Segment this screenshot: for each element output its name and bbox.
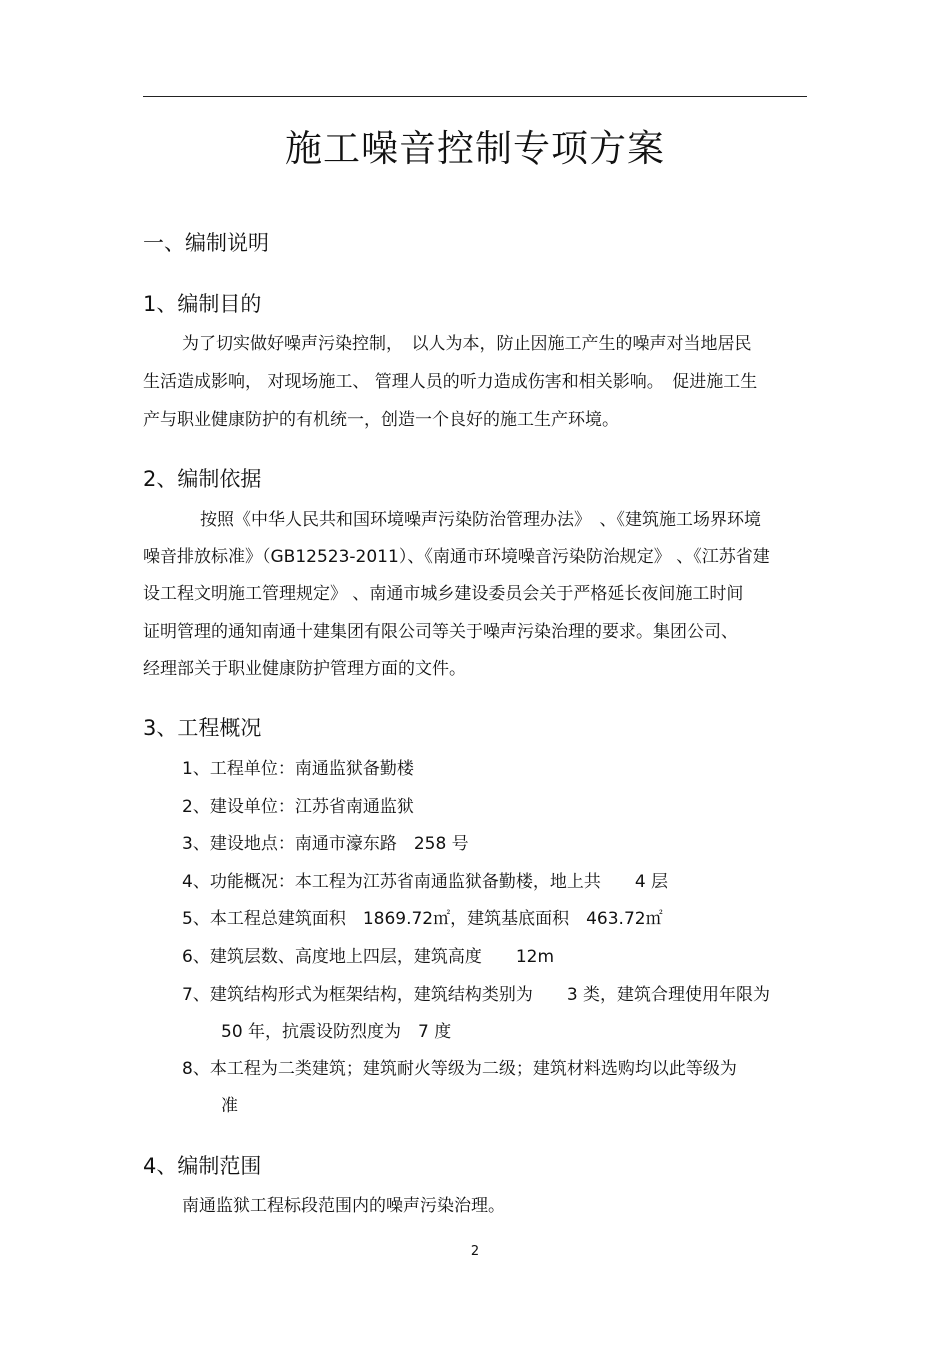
subsection-heading-basis: 2、编制依据 (143, 467, 262, 491)
subsection-heading-purpose: 1、编制目的 (143, 292, 262, 316)
list-item: 3、建设地点：南通市濠东路 258 号 (182, 834, 469, 854)
document-title: 施工噪音控制专项方案 (285, 127, 665, 170)
list-item: 2、建设单位：江苏省南通监狱 (182, 797, 414, 817)
paragraph-line: 设工程文明施工管理规定》 、南通市城乡建设委员会关于严格延长夜间施工时间 (143, 584, 744, 604)
list-item: 6、建筑层数、高度地上四层，建筑高度 12m (182, 947, 555, 967)
paragraph-line: 经理部关于职业健康防护管理方面的文件。 (143, 659, 466, 679)
list-item: 7、建筑结构形式为框架结构，建筑结构类别为 3 类，建筑合理使用年限为 (182, 985, 771, 1005)
header-rule (143, 96, 807, 97)
list-item: 8、本工程为二类建筑；建筑耐火等级为二级；建筑材料选购均以此等级为 (182, 1059, 737, 1079)
list-item-continuation: 准 (221, 1096, 238, 1116)
paragraph-line: 为了切实做好噪声污染控制， 以人为本，防止因施工产生的噪声对当地居民 (182, 334, 752, 354)
subsection-heading-scope: 4、编制范围 (143, 1154, 262, 1178)
list-item: 4、功能概况：本工程为江苏省南通监狱备勤楼，地上共 4 层 (182, 872, 669, 892)
paragraph-line: 噪音排放标准》（GB12523-2011）、《南通市环境噪音污染防治规定》 、《江苏省建 (143, 547, 770, 567)
list-item: 5、本工程总建筑面积 1869.72㎡，建筑基底面积 463.72㎡ (182, 909, 663, 929)
paragraph-line: 按照《中华人民共和国环境噪声污染防治管理办法》 、《建筑施工场界环境 (200, 510, 761, 530)
subsection-heading-overview: 3、工程概况 (143, 716, 262, 740)
paragraph-line: 证明管理的通知南通十建集团有限公司等关于噪声污染治理的要求。集团公司、 (143, 622, 738, 642)
page-number: 2 (470, 1244, 480, 1259)
paragraph-line: 生活造成影响， 对现场施工、 管理人员的听力造成伤害和相关影响。 促进施工生 (143, 372, 758, 392)
section-heading-1: 一、编制说明 (143, 231, 269, 255)
paragraph-line: 产与职业健康防护的有机统一，创造一个良好的施工生产环境。 (143, 410, 619, 430)
list-item-continuation: 50 年，抗震设防烈度为 7 度 (221, 1022, 452, 1042)
paragraph-line: 南通监狱工程标段范围内的噪声污染治理。 (182, 1196, 505, 1216)
list-item: 1、工程单位：南通监狱备勤楼 (182, 759, 414, 779)
